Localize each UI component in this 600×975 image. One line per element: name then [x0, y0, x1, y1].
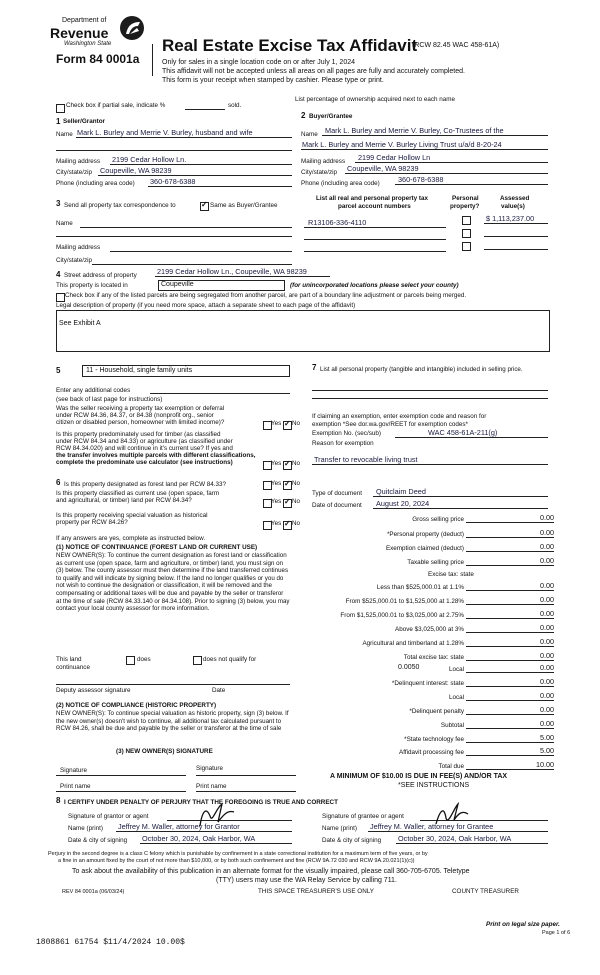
bracket4-label: Above $3,025,000 at 3%: [395, 626, 464, 633]
taxable-value[interactable]: 0.00: [540, 556, 554, 565]
print-name-2: Print name: [196, 783, 227, 790]
tech-fee-label: *State technology fee: [404, 736, 464, 743]
subtotal-label: Subtotal: [440, 722, 464, 729]
seller-mail-label: Mailing address: [56, 158, 101, 165]
partial-sale-checkbox[interactable]: [56, 104, 65, 113]
s6-q3-no: No: [292, 520, 301, 527]
perjury-line1: Perjury in the second degree is a class C felony which is punishable by confinement in a state correctional institution for a maximum term of five years, or by: [48, 851, 428, 857]
penalty-value[interactable]: 0.00: [540, 705, 554, 714]
s6-q1: Is this property designated as forest land per RCW 84.33?: [64, 481, 227, 488]
s6-q3-line1: Is this property receiving special valuation as historical: [56, 512, 208, 519]
deputy-label: Deputy assessor signature: [56, 687, 131, 694]
q2-no-checkbox[interactable]: [283, 461, 292, 470]
q2-line3: RCW 84.34.020) and will continue in it's current use? If yes and: [56, 445, 233, 452]
buyer-name-2[interactable]: Mark L. Burley and Merrie V. Burley Living Trust u/a/d 8-20-24: [302, 140, 502, 149]
does-not-text: does not qualify for: [203, 656, 257, 663]
proc-fee-value[interactable]: 5.00: [540, 746, 554, 755]
print-name-1: Print name: [60, 783, 91, 790]
tech-fee-value[interactable]: 5.00: [540, 733, 554, 742]
s6-q2-line2: and agricultural, or timber) land per RCW 84.34?: [56, 497, 192, 504]
exemption-code[interactable]: WAC 458-61A-211(g): [428, 428, 498, 437]
q2-line5: complete the predominate use calculator (see instructions): [56, 459, 233, 466]
s6-q3-yes: Yes: [271, 520, 282, 527]
form-number: Form 84 0001a: [56, 52, 140, 66]
seller-phone-label: Phone (including area code): [56, 180, 135, 187]
seller-heading: Seller/Grantor: [63, 118, 105, 125]
doc-type-label: Type of document: [312, 490, 363, 497]
q1-no: No: [292, 420, 301, 427]
bracket1-label: Less than $525,000.01 at 1.1%: [376, 584, 464, 591]
parcels-col1b: parcel account numbers: [338, 203, 411, 210]
see-instructions: *SEE INSTRUCTIONS: [398, 782, 470, 789]
buyer-city[interactable]: Coupeville, WA 98239: [347, 164, 419, 173]
s6-q2-yes: Yes: [271, 498, 282, 505]
bracket2-label: From $525,000.01 to $1,525,000 at 1.28%: [345, 598, 464, 605]
bracket4-value[interactable]: 0.00: [540, 623, 554, 632]
s6-q1-no-checkbox[interactable]: [283, 481, 292, 490]
excise-state: Excise tax: state: [428, 571, 474, 578]
located-label: This property is located in: [56, 282, 128, 289]
q1-line1: Was the seller receiving a property tax exemption or deferral: [56, 405, 225, 412]
legal-label: Legal description of property (if you need more space, attach a separate sheet to each page of the affidavit): [56, 302, 356, 309]
doc-date[interactable]: August 20, 2024: [376, 499, 430, 508]
seller-phone[interactable]: 360-678-6388: [150, 177, 196, 186]
seller-name[interactable]: Mark L. Burley and Merrie V. Burley, husband and wife: [77, 128, 253, 137]
parcels-col3b: value(s): [501, 203, 525, 210]
proc-fee-label: Affidavit processing fee: [399, 749, 464, 756]
grantor-signature: [196, 800, 240, 830]
street-address[interactable]: 2199 Cedar Hollow Ln., Coupeville, WA 98239: [157, 267, 307, 276]
grantor-name-label: Name (print): [68, 825, 103, 832]
bracket2-value[interactable]: 0.00: [540, 595, 554, 604]
dept-line1: Department of: [62, 17, 107, 24]
seller-city[interactable]: Coupeville, WA 98239: [100, 166, 172, 175]
legal-description-box[interactable]: [56, 310, 550, 352]
grantee-signature: [432, 800, 472, 830]
parcels-col2b: property?: [450, 203, 480, 210]
buyer-heading: Buyer/Grantee: [309, 113, 353, 120]
rev-number: REV 84 0001a (06/03/24): [62, 889, 125, 895]
cashier-stamp: 1808861 61754 $11/4/2024 10.00$: [36, 938, 185, 947]
subtitle-2: This affidavit will not be accepted unless all areas on all pages are fully and accurately completed.: [162, 68, 465, 75]
penalty-label: *Delinquent penalty: [409, 708, 464, 715]
seller-city-label: City/state/zip: [56, 169, 93, 176]
seller-num: 1: [56, 117, 61, 126]
bracket1-value[interactable]: 0.00: [540, 581, 554, 590]
page-title: Real Estate Excise Tax Affidavit: [162, 36, 418, 55]
taxable-label: Taxable selling price: [407, 559, 464, 566]
buyer-mail[interactable]: 2199 Cedar Hollow Ln: [358, 153, 431, 162]
section4-num: 4: [56, 270, 61, 279]
certify-text: I CERTIFY UNDER PENALTY OF PERJURY THAT THE FOREGOING IS TRUE AND CORRECT: [64, 799, 338, 806]
segregated-text: Check box if any of the listed parcels are being segregated from another parcel, are part of a boundary line adjustment or parcels being merged.: [65, 292, 467, 299]
q1-line3: citizen or disabled person, homeowner with limited income)?: [56, 419, 225, 426]
section3-mail-label: Mailing address: [56, 244, 101, 251]
exemption-claimed-value[interactable]: 0.00: [540, 542, 554, 551]
seller-name-label: Name: [56, 131, 73, 138]
total-due-value[interactable]: 10.00: [536, 760, 554, 769]
deputy-date-label: Date: [212, 687, 226, 694]
buyer-phone[interactable]: 360-678-6388: [398, 175, 444, 184]
enter-codes: Enter any additional codes: [56, 387, 131, 394]
q1-no-checkbox[interactable]: [283, 421, 292, 430]
gross-value[interactable]: 0.00: [540, 513, 554, 522]
buyer-name-1[interactable]: Mark L. Burley and Merrie V. Burley, Co-Trustees of the: [325, 126, 504, 135]
perjury-line2: a fine in an amount fixed by the court of not more than $10,000, or by both such confinement and fine (RCW 9A.72 030 and RCW 9A.20.021(1)(c)): [58, 858, 415, 864]
sig-grantor-label: Signature of grantor or agent: [68, 813, 149, 820]
segregated-checkbox[interactable]: [56, 293, 65, 302]
ownership-text: List percentage of ownership acquired next to each name: [295, 96, 455, 103]
partial-sale-sold: sold.: [228, 102, 242, 109]
s6-q1-yes: Yes: [271, 480, 282, 487]
section6-num: 6: [56, 478, 61, 487]
claim-line1: If claiming an exemption, enter exemption code and reason for: [312, 413, 487, 420]
s6-q3-line2: property per RCW 84.26?: [56, 519, 128, 526]
total-due-label: Total due: [438, 763, 464, 770]
personal-value[interactable]: 0.00: [540, 528, 554, 537]
delinq-state-label: *Delinquent interest: state: [391, 680, 464, 687]
see-back: (see back of last page for instructions): [56, 396, 163, 403]
section3-same: Same as Buyer/Grantee: [210, 202, 278, 209]
bracket3-value[interactable]: 0.00: [540, 609, 554, 618]
legal-description: See Exhibit A: [59, 320, 101, 327]
section5-num: 5: [56, 366, 61, 375]
dept-name: Revenue: [50, 25, 109, 41]
use-code-select[interactable]: [82, 365, 290, 377]
section7-num: 7: [312, 363, 317, 372]
exemption-reason[interactable]: Transfer to revocable living trust: [314, 455, 418, 464]
notice2-body: NEW OWNER(S): To continue special valuation as historic property, sign (3) below. If the new owner(s) doesn't wish to continue, all additional tax calculated pursuant to RCW 84.26, shall be due and payable by the seller or transferor at the time of sale: [56, 710, 289, 733]
does-not-checkbox[interactable]: [193, 656, 202, 665]
delinq-state-value[interactable]: 0.00: [540, 677, 554, 686]
street-label: Street address of property: [64, 272, 137, 279]
total-state-value[interactable]: 0.00: [540, 651, 554, 660]
s6-q2-no-checkbox[interactable]: [283, 499, 292, 508]
q2-yes: Yes: [271, 460, 282, 467]
sig-grantee-label: Signature of grantee or agent: [322, 813, 404, 820]
grantee-date-label: Date & city of signing: [322, 837, 382, 844]
grantor-date[interactable]: October 30, 2024, Oak Harbor, WA: [142, 834, 256, 843]
claim-line2: exemption *See dor.wa.gov/REET for exemption codes*: [312, 421, 468, 428]
grantee-date[interactable]: October 30, 2024, Oak Harbor, WA: [398, 834, 512, 843]
buyer-name-label: Name: [301, 131, 318, 138]
notice1-title: (1) NOTICE OF CONTINUANCE (FOREST LAND OR CURRENT USE): [56, 544, 258, 551]
located-select[interactable]: [158, 280, 285, 291]
local-rate: 0.0050: [398, 664, 420, 671]
notice2-title: (2) NOTICE OF COMPLIANCE (HISTORIC PROPERTY): [56, 702, 217, 709]
exemption-claimed-label: Exemption claimed (deduct): [385, 545, 464, 552]
parcels-col3: Assessed: [500, 195, 530, 202]
located-note: (for unincorporated locations please select your county): [290, 282, 459, 289]
personal-property-checkbox-3[interactable]: [462, 242, 471, 251]
parcel-number[interactable]: R13106-336-4110: [308, 218, 367, 227]
access-line1: To ask about the availability of this publication in an alternate format for the visually impaired, please call 360-705-6705. Teletype: [72, 868, 470, 875]
section3-city-label: City/state/zip: [56, 257, 93, 264]
sig-label-2: Signature: [196, 765, 223, 772]
does-checkbox[interactable]: [126, 656, 135, 665]
personal-property-checkbox-2[interactable]: [462, 229, 471, 238]
page-number: Page 1 of 6: [542, 930, 571, 936]
total-state-label: Total excise tax: state: [403, 654, 464, 661]
county-treasurer: COUNTY TREASURER: [452, 888, 519, 895]
dept-line3: Washington State: [64, 41, 112, 47]
exemption-label: Exemption No. (sec/sub): [312, 430, 381, 437]
section3-name-label: Name: [56, 220, 73, 227]
reason-label: Reason for exemption: [312, 440, 374, 447]
buyer-mail-label: Mailing address: [301, 158, 346, 165]
personal-label: *Personal property (deduct): [386, 531, 464, 538]
same-as-buyer-checkbox[interactable]: [200, 202, 209, 211]
access-line2: (TTY) users may use the WA Relay Service by calling 711.: [216, 877, 397, 884]
subtitle-3: This form is your receipt when stamped by cashier. Please type or print.: [162, 77, 384, 84]
minimum-notice: A MINIMUM OF $10.00 IS DUE IN FEE(S) AND/OR TAX: [330, 773, 508, 780]
grantor-name[interactable]: Jeffrey M. Waller, attorney for Grantor: [118, 822, 240, 831]
section8-num: 8: [56, 796, 61, 805]
use-code: 11 - Household, single family units: [86, 367, 193, 374]
does-text: does: [137, 656, 151, 663]
partial-sale-text: Check box if partial sale, indicate %: [66, 102, 166, 109]
print-legal: Print on legal size paper.: [486, 921, 560, 928]
subtotal-value[interactable]: 0.00: [540, 719, 554, 728]
local-value[interactable]: 0.00: [540, 663, 554, 672]
treasurer-use: THIS SPACE TREASURER'S USE ONLY: [258, 888, 374, 895]
buyer-phone-label: Phone (including area code): [301, 180, 380, 187]
bracket3-label: From $1,525,000.01 to $3,025,000 at 2.75%: [340, 612, 464, 619]
bracket5-label: Agricultural and timberland at 1.28%: [362, 640, 464, 647]
parcels-col1: List all real and personal property tax: [316, 195, 428, 202]
located-value: Coupeville: [161, 281, 194, 288]
s6-q1-no: No: [292, 480, 301, 487]
bracket5-value[interactable]: 0.00: [540, 637, 554, 646]
q2-no: No: [292, 460, 301, 467]
grantor-date-label: Date & city of signing: [68, 837, 128, 844]
section3-num: 3: [56, 199, 61, 208]
doc-type[interactable]: Quitclaim Deed: [376, 487, 426, 496]
q1-yes: Yes: [271, 420, 282, 427]
title-ref: (RCW 82.45 WAC 458-61A): [412, 42, 500, 49]
personal-property-checkbox-1[interactable]: [462, 216, 471, 225]
q2-line1: Is this property predominately used for timber (as classified: [56, 431, 221, 438]
local2-label: Local: [448, 694, 464, 701]
q2-line4: the transfer involves multiple parcels with different classifications,: [56, 452, 256, 459]
sig-label-1: Signature: [60, 767, 87, 774]
section3-text: Send all property tax correspondence to: [64, 202, 176, 209]
seller-mail[interactable]: 2199 Cedar Hollow Ln.: [112, 155, 187, 164]
s6-q3-no-checkbox[interactable]: [283, 521, 292, 530]
buyer-num: 2: [301, 111, 306, 120]
continuance-text: continuance: [56, 664, 90, 671]
s6-q2-no: No: [292, 498, 301, 505]
assessed-value[interactable]: $ 1,113,237.00: [486, 214, 535, 223]
if-yes-text: If any answers are yes, complete as instructed below.: [56, 535, 206, 542]
doc-date-label: Date of document: [312, 502, 362, 509]
local2-value[interactable]: 0.00: [540, 691, 554, 700]
notice1-body: NEW OWNER(S): To continue the current designation as forest land or classification as current use (open space, farm and agriculture, or timber) land, you must sign on (3) below. The county assessor must then determine if the land transferred continues to qualify and will indicate by signing below. If the land no longer qualifies or you do not wish to continue the designation or classification, it will be removed and the compensating or additional taxes will be due and payable by the seller or transferor at the time of sale (RCW 84.33.140 or 84.34.108). Prior to signing (3) below, you may contact your local county assessor for more information.: [56, 552, 290, 613]
q1-line2: under RCW 84.36, 84.37, or 84.38 (nonprofit org., senior: [56, 412, 214, 419]
grantee-name[interactable]: Jeffrey M. Waller, attorney for Grantee: [370, 822, 494, 831]
parcels-col2: Personal: [452, 195, 479, 202]
q2-line2: under RCW 84.34 and 84.33) or agriculture (as classified under: [56, 438, 233, 445]
dor-logo-icon: [118, 14, 146, 42]
notice3-title: (3) NEW OWNER(S) SIGNATURE: [116, 748, 213, 755]
grantee-name-label: Name (print): [322, 825, 357, 832]
section7-text: List all personal property (tangible and intangible) included in selling price.: [320, 366, 523, 373]
buyer-city-label: City/state/zip: [301, 169, 338, 176]
this-land: This land: [56, 656, 82, 663]
subtitle-1: Only for sales in a single location code on or after July 1, 2024: [162, 59, 355, 66]
local-label: Local: [448, 666, 464, 673]
s6-q2-line1: Is this property classified as current use (open space, farm: [56, 490, 220, 497]
gross-label: Gross selling price: [412, 516, 464, 523]
